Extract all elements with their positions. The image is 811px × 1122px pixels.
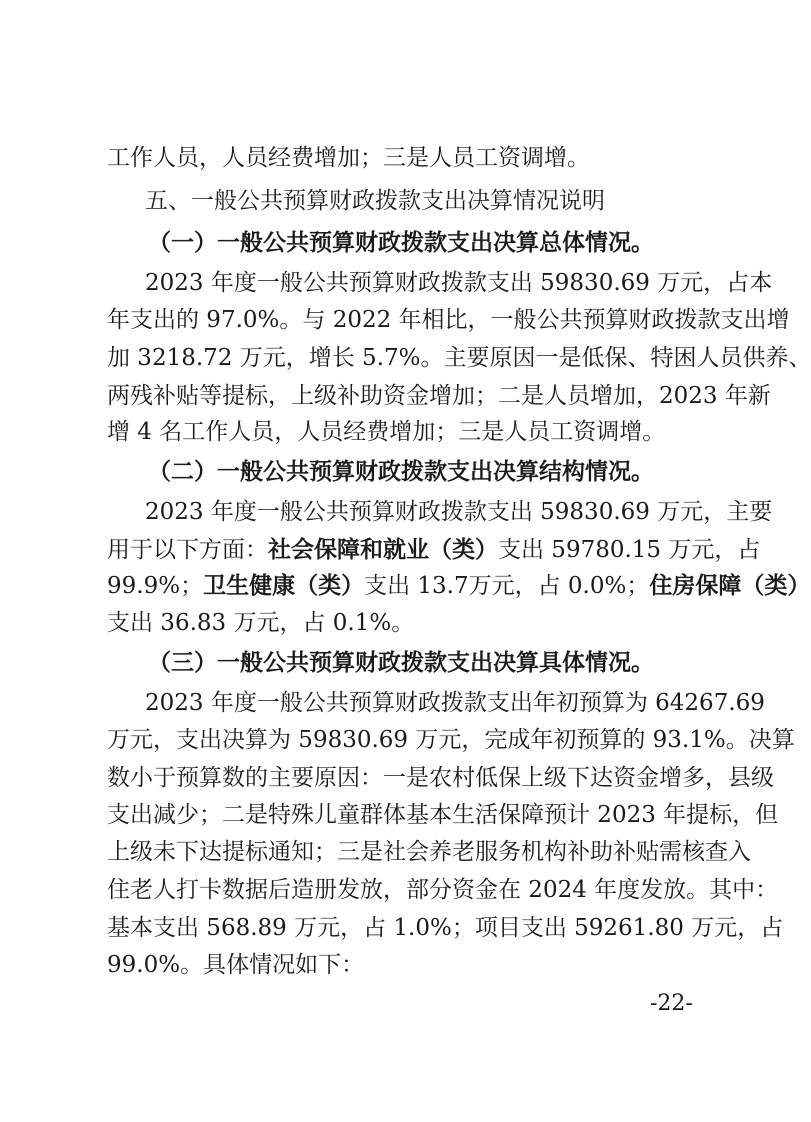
section-heading <box>148 458 700 486</box>
paragraph-line <box>107 838 751 866</box>
text-segment: 上级未下达提标通知；三是社会养老服务机构补助补贴需核查入 <box>107 839 751 865</box>
text-segment: 2023 年度一般公共预算财政拨款支出年初预算为 64267.69 <box>145 690 765 716</box>
text-segment: 年支出的 97.0%。与 2022 年相比，一般公共预算财政拨款支出增 <box>107 307 790 333</box>
text-segment: 两残补贴等提标，上级补助资金增加；二是人员增加，2023 年新 <box>107 383 771 409</box>
text-segment: 支出 59780.15 万元，占 <box>498 537 761 563</box>
text-segment: 工作人员，人员经费增加；三是人员工资调增。 <box>107 145 590 171</box>
text-segment: 支出减少；二是特殊儿童群体基本生活保障预计 2023 年提标，但 <box>107 802 779 828</box>
page-number: -22- <box>650 991 693 1016</box>
text-segment: 加 3218.72 万元，增长 5.7%。主要原因一是低保、特困人员供养、 <box>107 345 811 371</box>
bold-text: 卫生健康（类） <box>203 572 365 599</box>
bold-text: （二）一般公共预算财政拨款支出决算结构情况。 <box>148 458 654 485</box>
section-heading <box>148 649 700 677</box>
text-segment: 2023 年度一般公共预算财政拨款支出 59830.69 万元，占本 <box>145 270 773 296</box>
text-segment: 2023 年度一般公共预算财政拨款支出 59830.69 万元，主要 <box>145 499 773 525</box>
paragraph-line <box>107 144 700 172</box>
paragraph-line <box>145 689 765 717</box>
section-heading <box>148 229 700 257</box>
paragraph-line <box>107 914 784 942</box>
text-segment: 99.9%； <box>107 573 204 599</box>
text-segment: 住老人打卡数据后造册发放，部分资金在 2024 年度发放。其中： <box>107 877 779 903</box>
paragraph-line <box>107 801 779 829</box>
text-segment: 五、一般公共预算财政拨款支出决算情况说明 <box>145 188 605 214</box>
bold-text: 住房保障（类） <box>649 572 811 599</box>
chapter-heading <box>145 187 700 215</box>
paragraph-line <box>145 269 773 297</box>
bold-text: （一）一般公共预算财政拨款支出决算总体情况。 <box>148 229 654 256</box>
text-segment: 99.0%。具体情况如下： <box>107 952 365 978</box>
paragraph-line <box>107 951 700 979</box>
text-segment: 支出 13.7万元，占 0.0%； <box>364 573 650 599</box>
bold-text: （三）一般公共预算财政拨款支出决算具体情况。 <box>148 649 654 676</box>
paragraph-line <box>107 536 761 564</box>
text-segment: 用于以下方面： <box>107 537 268 563</box>
paragraph-line <box>107 876 779 904</box>
paragraph-line <box>107 572 811 600</box>
text-segment: 数小于预算数的主要原因：一是农村低保上级下达资金增多，县级 <box>107 765 774 791</box>
paragraph-line <box>107 726 795 754</box>
text-segment: 支出 36.83 万元，占 0.1%。 <box>107 610 415 636</box>
paragraph-line <box>145 498 773 526</box>
paragraph-line <box>107 418 700 446</box>
paragraph-line <box>107 306 790 334</box>
paragraph-line <box>107 382 771 410</box>
text-segment: 增 4 名工作人员，人员经费增加；三是人员工资调增。 <box>107 419 666 445</box>
text-segment: 万元，支出决算为 59830.69 万元，完成年初预算的 93.1%。决算 <box>107 727 795 753</box>
text-segment: 基本支出 568.89 万元，占 1.0%；项目支出 59261.80 万元，占 <box>107 915 784 941</box>
paragraph-line <box>107 764 774 792</box>
paragraph-line <box>107 344 811 372</box>
bold-text: 社会保障和就业（类） <box>268 536 498 563</box>
paragraph-line <box>107 609 700 637</box>
